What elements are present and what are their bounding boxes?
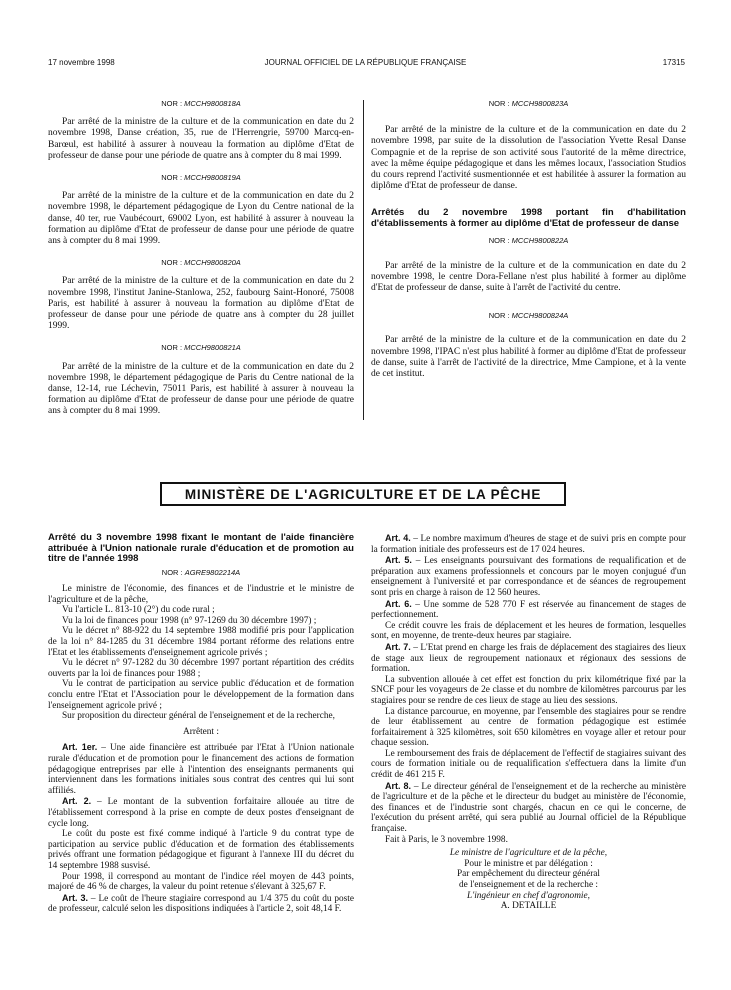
body-paragraph: La subvention allouée à cet effet est fonction du prix kilométrique fixé par la SNCF pour les voyageurs de 2e classe et du nombre de kilomètres parcourus par les stagiaires pour se rendre de ces lieux de stage au lieu des sessions. — [371, 674, 686, 706]
section-title: Arrêtés du 2 novembre 1998 portant fin d'habilitation d'établissements à former au diplôme d'Etat de professeur de danse — [371, 207, 686, 229]
article-label: Art. 6. — [385, 598, 412, 609]
decree-block — [48, 342, 354, 417]
article-label: Art. 1er. — [62, 742, 98, 753]
nor-code: MCCH9800824A — [511, 311, 569, 321]
article-paragraph — [371, 555, 686, 598]
article-paragraph — [371, 781, 686, 835]
nor-reference — [48, 342, 354, 353]
column-divider — [363, 100, 364, 420]
nor-code: MCCH9800822A — [511, 236, 569, 246]
nor-prefix: NOR : — [161, 258, 185, 268]
nor-prefix: NOR : — [161, 567, 185, 577]
header-page-number: 17315 — [662, 58, 685, 67]
decree-block — [48, 172, 354, 247]
article-label: Art. 4. — [385, 533, 411, 543]
article-paragraph — [48, 893, 354, 915]
nor-reference — [48, 98, 354, 109]
nor-reference — [48, 257, 354, 268]
decree-text: Par arrêté de la ministre de la culture et de la communication en date du 2 novembre 1998, Danse création, 35, rue de l'Herrengrie, 59700 Marcq-en-Barœul, est habilité à assurer à nouveau la formation au diplôme d'Etat de professeur de danse pour une période de quatre ans à compter du 8 mai 1999. — [48, 117, 354, 161]
signature-name: A. DETAILLE — [500, 901, 557, 912]
header-journal-title: JOURNAL OFFICIEL DE LA RÉPUBLIQUE FRANÇAISE — [264, 58, 467, 67]
decree-text: Par arrêté de la ministre de la culture et de la communication en date du 2 novembre 1998, par suite de la dissolution de l'association Yvette Resal Danse Compagnie et de la reprise de son activité sous l'autorité de la même directrice, avec la même équipe pédagogique et dans les mêmes locaux, l'association Studios du cours reprend l'activité susmentionnée et est habilitée à assurer la formation au diplôme d'Etat de professeur de danse. — [371, 125, 686, 192]
article-text: – Le nombre maximum d'heures de stage et de suivi pris en compte pour la formation initiale des professeurs est de 17 024 heures. — [371, 534, 687, 555]
signature-empechement: Par empêchement du directeur général — [457, 869, 600, 880]
nor-prefix: NOR : — [488, 99, 512, 108]
nor-prefix: NOR : — [488, 236, 512, 246]
signature-direction: de l'enseignement et de la recherche : — [459, 880, 598, 890]
decree-title: Arrêté du 3 novembre 1998 fixant le montant de l'aide financière attribuée à l'Union nationale rurale d'éducation et de promotion au titre de l'année 1998 — [48, 532, 354, 564]
article-label: Art. 2. — [62, 796, 92, 807]
nor-code: MCCH9800819A — [184, 173, 241, 183]
article-label: Art. 7. — [385, 641, 411, 652]
decree-text: Par arrêté de la ministre de la culture et de la communication en date du 2 novembre 1998, l'IPAC n'est plus habilité à former au diplôme d'Etat de professeur de danse, suite à l'arrêt de l'activité de la directrice, Mme Campione, et à la vente de cet institut. — [371, 335, 686, 380]
date-line: Fait à Paris, le 3 novembre 1998. — [385, 834, 508, 845]
nor-code: AGRE9802214A — [184, 567, 241, 577]
nor-reference — [48, 172, 354, 183]
nor-code: MCCH9800821A — [184, 343, 241, 353]
nor-prefix: NOR : — [161, 99, 185, 108]
article-text: – Une somme de 528 770 F est réservée au financement de stages de perfectionnement. — [371, 599, 686, 621]
signature-block — [371, 848, 686, 912]
article-text: – Le coût de l'heure stagiaire correspond au 1/4 375 du coût du poste de professeur, calculé selon les dispositions indiquées à l'article 2, soit 48,14 F. — [48, 893, 354, 915]
article-text: – L'Etat prend en charge les frais de déplacement des stagiaires des lieux de stage aux lieux de regroupement nationaux et régionaux des sessions de formation. — [371, 642, 686, 675]
visa-paragraph: Vu l'article L. 813-10 (2°) du code rural ; — [62, 605, 215, 616]
ministry-banner-text: MINISTÈRE DE L'AGRICULTURE ET DE LA PÊCHE — [184, 486, 542, 502]
arretent-heading: Arrêtent : — [183, 726, 219, 737]
nor-prefix: NOR : — [488, 311, 512, 321]
bottom-right-column — [371, 533, 686, 912]
visa-paragraph: Vu la loi de finances pour 1998 (n° 97-1269 du 30 décembre 1997) ; — [62, 615, 317, 626]
nor-code: MCCH9800818A — [184, 99, 241, 108]
visa-paragraph: Sur proposition du directeur général de l'enseignement et de la recherche, — [62, 711, 335, 722]
top-right-column — [371, 90, 686, 380]
decree-text: Par arrêté de la ministre de la culture et de la communication en date du 2 novembre 1998, le département pédagogique de Lyon du Centre national de la danse, 40 ter, rue Vaubécourt, 69002 Lyon, est habilité à assurer à nouveau la formation au diplôme d'Etat de professeur de danse pour une période de quatre ans à compter du 8 mai 1999. — [48, 191, 354, 247]
nor-prefix: NOR : — [161, 173, 185, 183]
decree-block — [371, 235, 686, 294]
nor-prefix: NOR : — [161, 343, 185, 353]
article-paragraph — [371, 642, 686, 675]
decree-text: Par arrêté de la ministre de la culture et de la communication en date du 2 novembre 1998, le département pédagogique de Paris du Centre national de la danse, 12-14, rue Léchevin, 75011 Paris, est habilité à assurer à nouveau la formation au diplôme d'Etat de professeur de danse pour une période de quatre ans à compter du 8 mai 1999. — [48, 361, 354, 417]
article-text: – Une aide financière est attribuée par l'Etat à l'Union nationale rurale d'éducation et de promotion pour le financement des actions de formation pédagogique entreprises par elle à l'intention des enseignants permanents qui interviennent dans les formations initiales sous contrat des centres qui lui sont affiliés. — [48, 743, 354, 796]
visa-paragraph: Vu le décret n° 97-1282 du 30 décembre 1997 portant répartition des crédits ouverts par la loi de finances pour 1988 ; — [48, 658, 354, 679]
decree-text: Par arrêté de la ministre de la culture et de la communication en date du 2 novembre 1998, le centre Dora-Fellane n'est plus habilité à former au diplôme d'Etat de professeur de danse, suite à l'arrêt de l'activité du centre. — [371, 260, 686, 294]
top-left-column — [48, 90, 354, 418]
article-text: – Le directeur général de l'enseignement et de la recherche au ministère de l'agriculture et de la pêche et le directeur du budget au ministère de l'économie, des finances et de l'industrie sont chargés, chacun en ce qui le concerne, de l'exécution du présent arrêté, qui sera publié au Journal officiel de la République française. — [371, 781, 686, 835]
article-text: – Les enseignants poursuivant des formations de requalification et de préparation aux examens professionnels et concours par le moyen conjugué d'un enseignement à l'université et par correspondance et de séances de regroupement sont pris en charge à raison de 12 560 heures. — [371, 556, 686, 598]
signature-delegation: Pour le ministre et par délégation : — [464, 858, 593, 869]
decree-block — [371, 310, 686, 380]
bottom-left-column — [48, 533, 354, 915]
body-paragraph: La distance parcourue, en moyenne, par l'ensemble des stagiaires pour se rendre de leur établissement au centre de formation pédagogique est estimée forfaitairement à 325 kilomètres, soit 650 kilomètres en voyage aller et retour pour chaque session. — [371, 706, 686, 749]
ministry-banner — [160, 482, 566, 506]
visa-paragraph: Vu le décret n° 88-922 du 14 septembre 1988 modifié pris pour l'application de la loi n° 84-1285 du 31 décembre 1984 portant réforme des relations entre l'Etat et les établissements d'enseignement agricole privés ; — [48, 626, 354, 658]
article-label: Art. 8. — [385, 780, 412, 791]
body-paragraph: Pour 1998, il correspond au montant de l'indice réel moyen de 443 points, majoré de 46 % de charges, la valeur du point retenue s'élevant à 325,67 F. — [48, 871, 354, 893]
nor-reference — [371, 235, 686, 246]
body-paragraph: Le remboursement des frais de déplacement de l'effectif de stagiaires suivant des cours de formation initiale ou de requalification s'effectuera dans la limite d'un crédit de 461 215 F. — [371, 748, 686, 781]
article-paragraph — [371, 599, 686, 621]
nor-code: MCCH9800823A — [511, 99, 569, 108]
signature-role: L'ingénieur en chef d'agronomie, — [467, 890, 590, 901]
nor-reference — [371, 98, 686, 109]
decree-block — [48, 257, 354, 332]
nor-reference — [371, 310, 686, 321]
visa-paragraph: Le ministre de l'économie, des finances et de l'industrie et le ministre de l'agriculture et de la pêche, — [48, 584, 354, 605]
visa-paragraph: Vu le contrat de participation au service public d'éducation et de formation conclu entre l'Etat et l'Association pour le développement de la formation dans l'enseignement agricole privé ; — [48, 679, 354, 711]
nor-code: MCCH9800820A — [184, 258, 241, 268]
article-label: Art. 3. — [62, 892, 89, 903]
nor-reference — [48, 568, 354, 579]
body-paragraph: Ce crédit couvre les frais de déplacement et les heures de formation, lesquelles sont, en moyenne, de trente-deux heures par stagiaire. — [371, 620, 686, 642]
header-date: 17 novembre 1998 — [48, 58, 115, 67]
decree-block — [371, 98, 686, 192]
decree-block — [48, 98, 354, 162]
article-text: – Le montant de la subvention forfaitaire allouée au titre de l'établissement correspond à la prise en compte de deux postes d'enseignant de cycle long. — [48, 797, 354, 829]
body-paragraph: Le coût du poste est fixé comme indiqué à l'article 9 du contrat type de participation au service public d'éducation et de formation des établissements privés offrant une formation pédagogique et figurant à l'annexe III du décret du 14 septembre 1988 susvisé. — [48, 829, 354, 871]
signature-minister: Le ministre de l'agriculture et de la pêche, — [449, 848, 608, 859]
article-label: Art. 5. — [385, 555, 412, 566]
article-paragraph — [48, 796, 354, 829]
article-paragraph — [48, 742, 354, 796]
decree-text: Par arrêté de la ministre de la culture et de la communication en date du 2 novembre 1998, l'institut Janine-Stanlowa, 252, faubourg Saint-Honoré, 75008 Paris, est habilité à assurer à nouveau la formation au diplôme d'Etat de professeur de danse pour une période de quatre ans à compter du 28 juillet 1999. — [48, 276, 354, 332]
article-paragraph — [371, 533, 686, 555]
